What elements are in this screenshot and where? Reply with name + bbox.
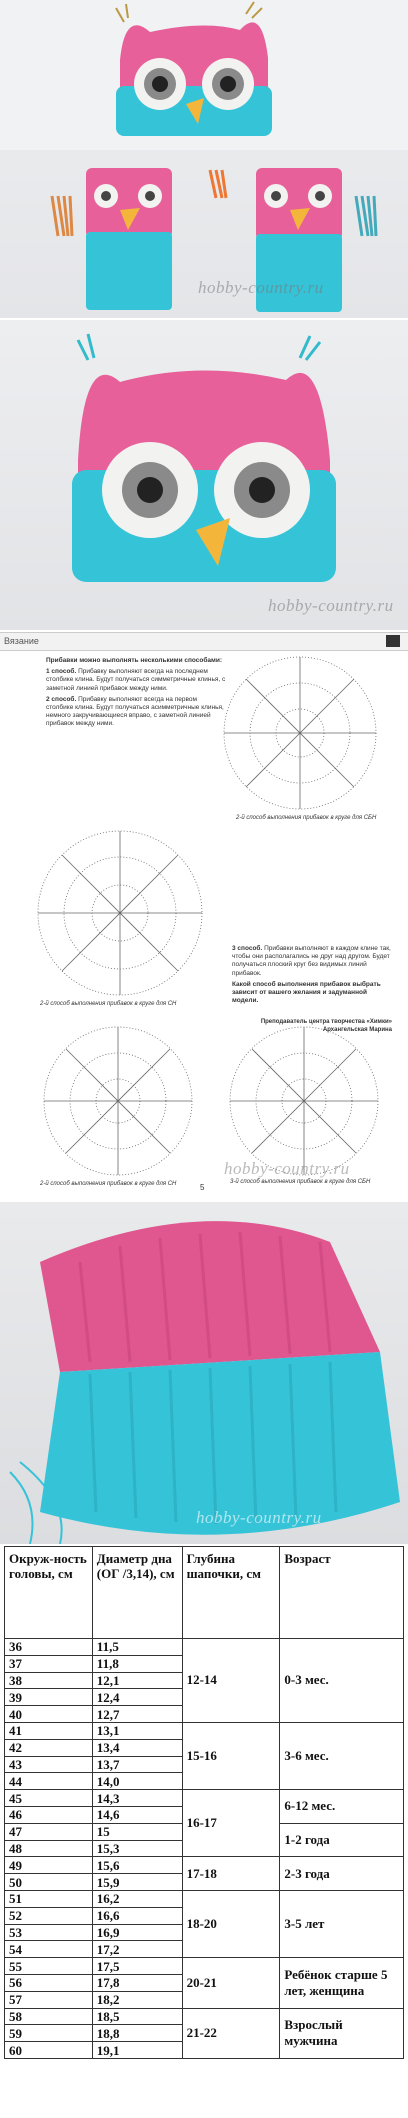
cell-diameter: 16,2	[92, 1890, 182, 1907]
header-hat-depth: Глубина шапочки, см	[182, 1547, 280, 1639]
method1-title: 1 способ.	[46, 668, 77, 676]
cell-age: 6-12 мес.	[280, 1790, 404, 1824]
watermark: hobby-country.ru	[224, 1159, 350, 1178]
method1-text: Прибавку выполняют всегда на последнем столбике клина. Будут получаться симметричные клинья, с заметной линией прибавок между ними.	[46, 668, 226, 692]
cell-circumference: 48	[5, 1840, 93, 1857]
cell-diameter: 17,8	[92, 1974, 182, 1991]
cell-depth: 18-20	[182, 1890, 280, 1957]
cell-circumference: 37	[5, 1655, 93, 1672]
cell-age: 1-2 года	[280, 1823, 404, 1857]
caption-bottom-left: 2-й способ выполнения прибавок в круге для СН	[40, 1181, 177, 1187]
cell-diameter: 15,3	[92, 1840, 182, 1857]
watermark: hobby-country.ru	[268, 596, 394, 615]
cell-depth: 12-14	[182, 1639, 280, 1723]
cell-circumference: 43	[5, 1756, 93, 1773]
method2-title: 2 способ.	[46, 695, 77, 703]
cell-depth: 20-21	[182, 1958, 280, 2008]
cell-diameter: 16,9	[92, 1924, 182, 1941]
caption-top-right: 2-й способ выполнения прибавок в круге для СБН	[236, 815, 377, 821]
method2-text: Прибавку выполняют всегда на первом столбике клина. Будут получаться асимметричные клинья, немного закручивающиеся вправо, с заметной линией прибавок между ними.	[46, 695, 224, 728]
watermark: hobby-country.ru	[196, 1508, 322, 1527]
cell-diameter: 18,5	[92, 2008, 182, 2025]
method3-text: Прибавки выполняют в каждом клине так, чтобы они располагались не друг над другом. Будет получаться плоский круг без видимых линий прибавок.	[232, 945, 391, 977]
cell-diameter: 12,4	[92, 1689, 182, 1706]
cell-age: 3-5 лет	[280, 1890, 404, 1957]
cell-diameter: 13,7	[92, 1756, 182, 1773]
cell-age: Ребёнок старше 5 лет, женщина	[280, 1958, 404, 2008]
cell-depth: 21-22	[182, 2008, 280, 2058]
crochet-diagrams	[0, 633, 408, 1200]
cell-diameter: 19,1	[92, 2042, 182, 2059]
cell-age: 3-6 мес.	[280, 1722, 404, 1789]
cell-circumference: 38	[5, 1672, 93, 1689]
photo-hat-and-mittens	[0, 0, 408, 318]
cell-circumference: 56	[5, 1974, 93, 1991]
cell-circumference: 55	[5, 1958, 93, 1975]
table-row	[5, 1890, 404, 1907]
diagram-middle-left	[38, 831, 202, 995]
cell-diameter: 13,1	[92, 1722, 182, 1739]
diagram-bottom-right	[230, 1027, 378, 1175]
cell-diameter: 14,6	[92, 1806, 182, 1823]
cell-depth: 17-18	[182, 1857, 280, 1891]
cell-diameter: 15,9	[92, 1874, 182, 1891]
header-bottom-diameter: Диаметр дна (ОГ /3,14), см	[92, 1547, 182, 1639]
cell-circumference: 40	[5, 1706, 93, 1723]
cell-circumference: 44	[5, 1773, 93, 1790]
diagram-top-right	[224, 657, 376, 809]
cell-circumference: 41	[5, 1722, 93, 1739]
intro-title: Прибавки можно выполнять несколькими способами:	[46, 657, 222, 664]
table-row	[5, 1958, 404, 1975]
cell-circumference: 45	[5, 1790, 93, 1807]
cell-diameter: 16,6	[92, 1907, 182, 1924]
diagram-bottom-left	[44, 1027, 192, 1175]
cell-circumference: 39	[5, 1689, 93, 1706]
cell-circumference: 47	[5, 1823, 93, 1840]
table-row	[5, 1857, 404, 1874]
owl-hat-large-illustration	[0, 320, 408, 630]
owl-hat-mittens-illustration	[0, 0, 408, 318]
table-body	[5, 1639, 404, 2059]
crochet-scheme-page	[0, 632, 408, 1200]
cell-age: 2-3 года	[280, 1857, 404, 1891]
cell-diameter: 18,2	[92, 1991, 182, 2008]
cell-diameter: 17,2	[92, 1941, 182, 1958]
method3-title: 3 способ.	[232, 945, 263, 952]
size-table-panel	[0, 1546, 408, 2118]
cell-circumference: 52	[5, 1907, 93, 1924]
cell-depth: 16-17	[182, 1790, 280, 1857]
cell-depth: 15-16	[182, 1722, 280, 1789]
scheme-method3-text	[232, 945, 392, 1008]
cell-circumference: 51	[5, 1890, 93, 1907]
cell-circumference: 58	[5, 2008, 93, 2025]
cell-circumference: 49	[5, 1857, 93, 1874]
table-header-row	[5, 1547, 404, 1639]
cell-diameter: 12,1	[92, 1672, 182, 1689]
cell-diameter: 15	[92, 1823, 182, 1840]
cell-age: Взрослый мужчина	[280, 2008, 404, 2058]
choice-text: Какой способ выполнения прибавок выбрать зависит от вашего желания и задуманной модели.	[232, 980, 381, 1005]
cell-circumference: 54	[5, 1941, 93, 1958]
cell-circumference: 57	[5, 1991, 93, 2008]
photo-knitted-band	[0, 1202, 408, 1544]
cell-diameter: 11,8	[92, 1655, 182, 1672]
cell-circumference: 50	[5, 1874, 93, 1891]
size-table	[4, 1546, 404, 2059]
page-number: 5	[200, 1183, 205, 1192]
cell-circumference: 59	[5, 2025, 93, 2042]
header-age: Возраст	[280, 1547, 404, 1639]
watermark: hobby-country.ru	[198, 278, 324, 297]
caption-middle-left: 2-й способ выполнения прибавок в круге для СН	[40, 1001, 177, 1007]
cell-age: 0-3 мес.	[280, 1639, 404, 1723]
cell-diameter: 18,8	[92, 2025, 182, 2042]
cell-circumference: 36	[5, 1639, 93, 1656]
cell-diameter: 12,7	[92, 1706, 182, 1723]
table-row	[5, 1790, 404, 1807]
knitted-band-illustration	[0, 1202, 408, 1544]
scheme-author: Преподаватель центра творчества «Химки» Архангельская Марина	[260, 1019, 392, 1033]
cell-diameter: 11,5	[92, 1639, 182, 1656]
cell-circumference: 46	[5, 1806, 93, 1823]
table-row	[5, 2008, 404, 2025]
header-head-circumference: Окруж-ность головы, см	[5, 1547, 93, 1639]
cell-diameter: 14,3	[92, 1790, 182, 1807]
photo-owl-hat-large	[0, 320, 408, 630]
table-row	[5, 1722, 404, 1739]
table-row	[5, 1639, 404, 1656]
owl-mitten-left	[52, 168, 172, 310]
cell-diameter: 17,5	[92, 1958, 182, 1975]
cell-diameter: 15,6	[92, 1857, 182, 1874]
cell-diameter: 13,4	[92, 1739, 182, 1756]
cell-circumference: 60	[5, 2042, 93, 2059]
caption-bottom-right: 3-й способ выполнения прибавок в круге для СБН	[230, 1179, 371, 1185]
cell-diameter: 14,0	[92, 1773, 182, 1790]
scheme-header-title: Вязание	[4, 636, 39, 646]
cell-circumference: 42	[5, 1739, 93, 1756]
cell-circumference: 53	[5, 1924, 93, 1941]
